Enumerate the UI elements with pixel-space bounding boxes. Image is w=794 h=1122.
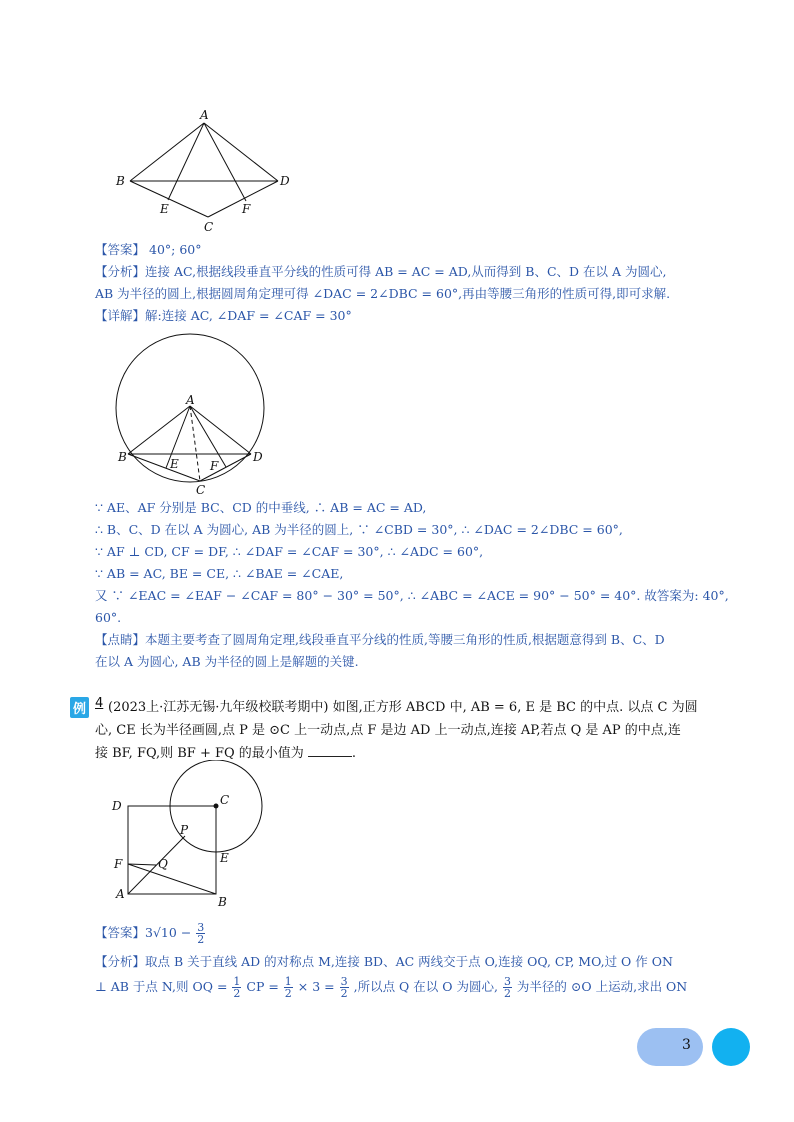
figure-3 [108,760,278,914]
fig1-label-d: D [280,174,290,188]
figure-2-svg [108,330,278,500]
solution-line-2: ∴ B、C、D 在以 A 为圆心, AB 为半径的圆上, ∵ ∠CBD = 30°, ∴ ∠DAC = 2∠DBC = 60°, [95,522,623,537]
example-4-line-2: 心, CE 长为半径画圆,点 P 是 ⊙C 上一动点,点 F 是边 AD 上一动点,连接 AP,若点 Q 是 AP 的中点,连 [95,723,681,738]
fig2-label-e: E [170,457,179,471]
solution-line-4: ∵ AB = AC, BE = CE, ∴ ∠BAE = ∠CAE, [95,566,344,581]
fig3-label-d: D [112,799,122,813]
analysis-2-line-2: ⊥ AB 于点 N,则 OQ = $\frac{1}{2}$ CP = $\frac{1}{2}$ × 3 = $\frac{3}{2}$ ,所以点 Q 在以 O 为圆心, $\frac{3}{2}$ 为半径的 ⊙O 上运动,求出 ON [95,975,688,1000]
fig1-label-b: B [116,174,125,188]
fig3-label-b: B [218,895,227,909]
solution-line-1: ∵ AE、AF 分别是 BC、CD 的中垂线, ∴ AB = AC = AD, [95,500,427,515]
figure-1 [110,105,300,239]
comment-1-line-2: 在以 A 为圆心, AB 为半径的圆上是解题的关键. [95,654,359,669]
analysis-1-line-2: AB 为半径的圆上,根据圆周角定理可得 ∠DAC = 2∠DBC = 60°,再由等腰三角形的性质可得,即可求解. [95,286,671,301]
page-pill-light [637,1028,703,1066]
page-number: 3 [682,1037,691,1053]
fig1-label-a: A [200,108,209,122]
fig2-label-d: D [253,450,263,464]
fig3-label-c: C [220,793,230,807]
fig3-label-e: E [220,851,229,865]
example-number: 4 [95,696,104,711]
example-4-line-3: 接 BF, FQ,则 BF + FQ 的最小值为 . [95,746,357,761]
answer-1: 【答案】 40°; 60° [95,242,202,257]
fig1-label-e: E [160,202,169,216]
detail-1: 【详解】解:连接 AC, ∠DAF = ∠CAF = 30° [95,308,352,323]
example-badge: 例 [70,697,89,718]
fig3-label-f: F [114,857,123,871]
figure-3-svg [108,760,278,910]
analysis-2-line-1: 【分析】取点 B 关于直线 AD 的对称点 M,连接 BD、AC 两线交于点 O,连接 OQ, CP, MO,过 O 作 ON [95,954,673,969]
analysis-1-line-1: 【分析】连接 AC,根据线段垂直平分线的性质可得 AB = AC = AD,从而得到 B、C、D 在以 A 为圆心, [95,264,667,279]
solution-line-6: 60°. [95,610,122,625]
solution-line-3: ∵ AF ⊥ CD, CF = DF, ∴ ∠DAF = ∠CAF = 30°, ∴ ∠ADC = 60°, [95,544,484,559]
fig1-label-f: F [242,202,251,216]
fig1-label-c: C [204,220,214,234]
figure-2 [108,330,278,504]
fig2-label-c: C [196,483,206,497]
answer-2: 【答案】3√10 − $\frac{3}{2}$ [95,921,205,946]
comment-1-line-1: 【点睛】本题主要考查了圆周角定理,线段垂直平分线的性质,等腰三角形的性质,根据题意得到 B、C、D [95,632,665,647]
fig3-label-q: Q [158,857,168,871]
answer-2-fraction: $\frac{3}{2}$ [197,921,205,946]
figure-1-svg [110,105,300,235]
fig2-label-f: F [210,459,219,473]
fig2-label-a: A [186,393,195,407]
fig3-label-p: P [180,823,189,837]
answer-blank [308,744,352,757]
page-pill-dark [712,1028,750,1066]
example-4-line-1: (2023上·江苏无锡·九年级校联考期中) 如图,正方形 ABCD 中, AB = 6, E 是 BC 的中点. 以点 C 为圆 [108,700,698,715]
fig2-label-b: B [118,450,127,464]
fig3-label-a: A [116,887,125,901]
solution-line-5: 又 ∵ ∠EAC = ∠EAF − ∠CAF = 80° − 30° = 50°, ∴ ∠ABC = ∠ACE = 90° − 50° = 40°. 故答案为: 40°, [95,588,729,603]
